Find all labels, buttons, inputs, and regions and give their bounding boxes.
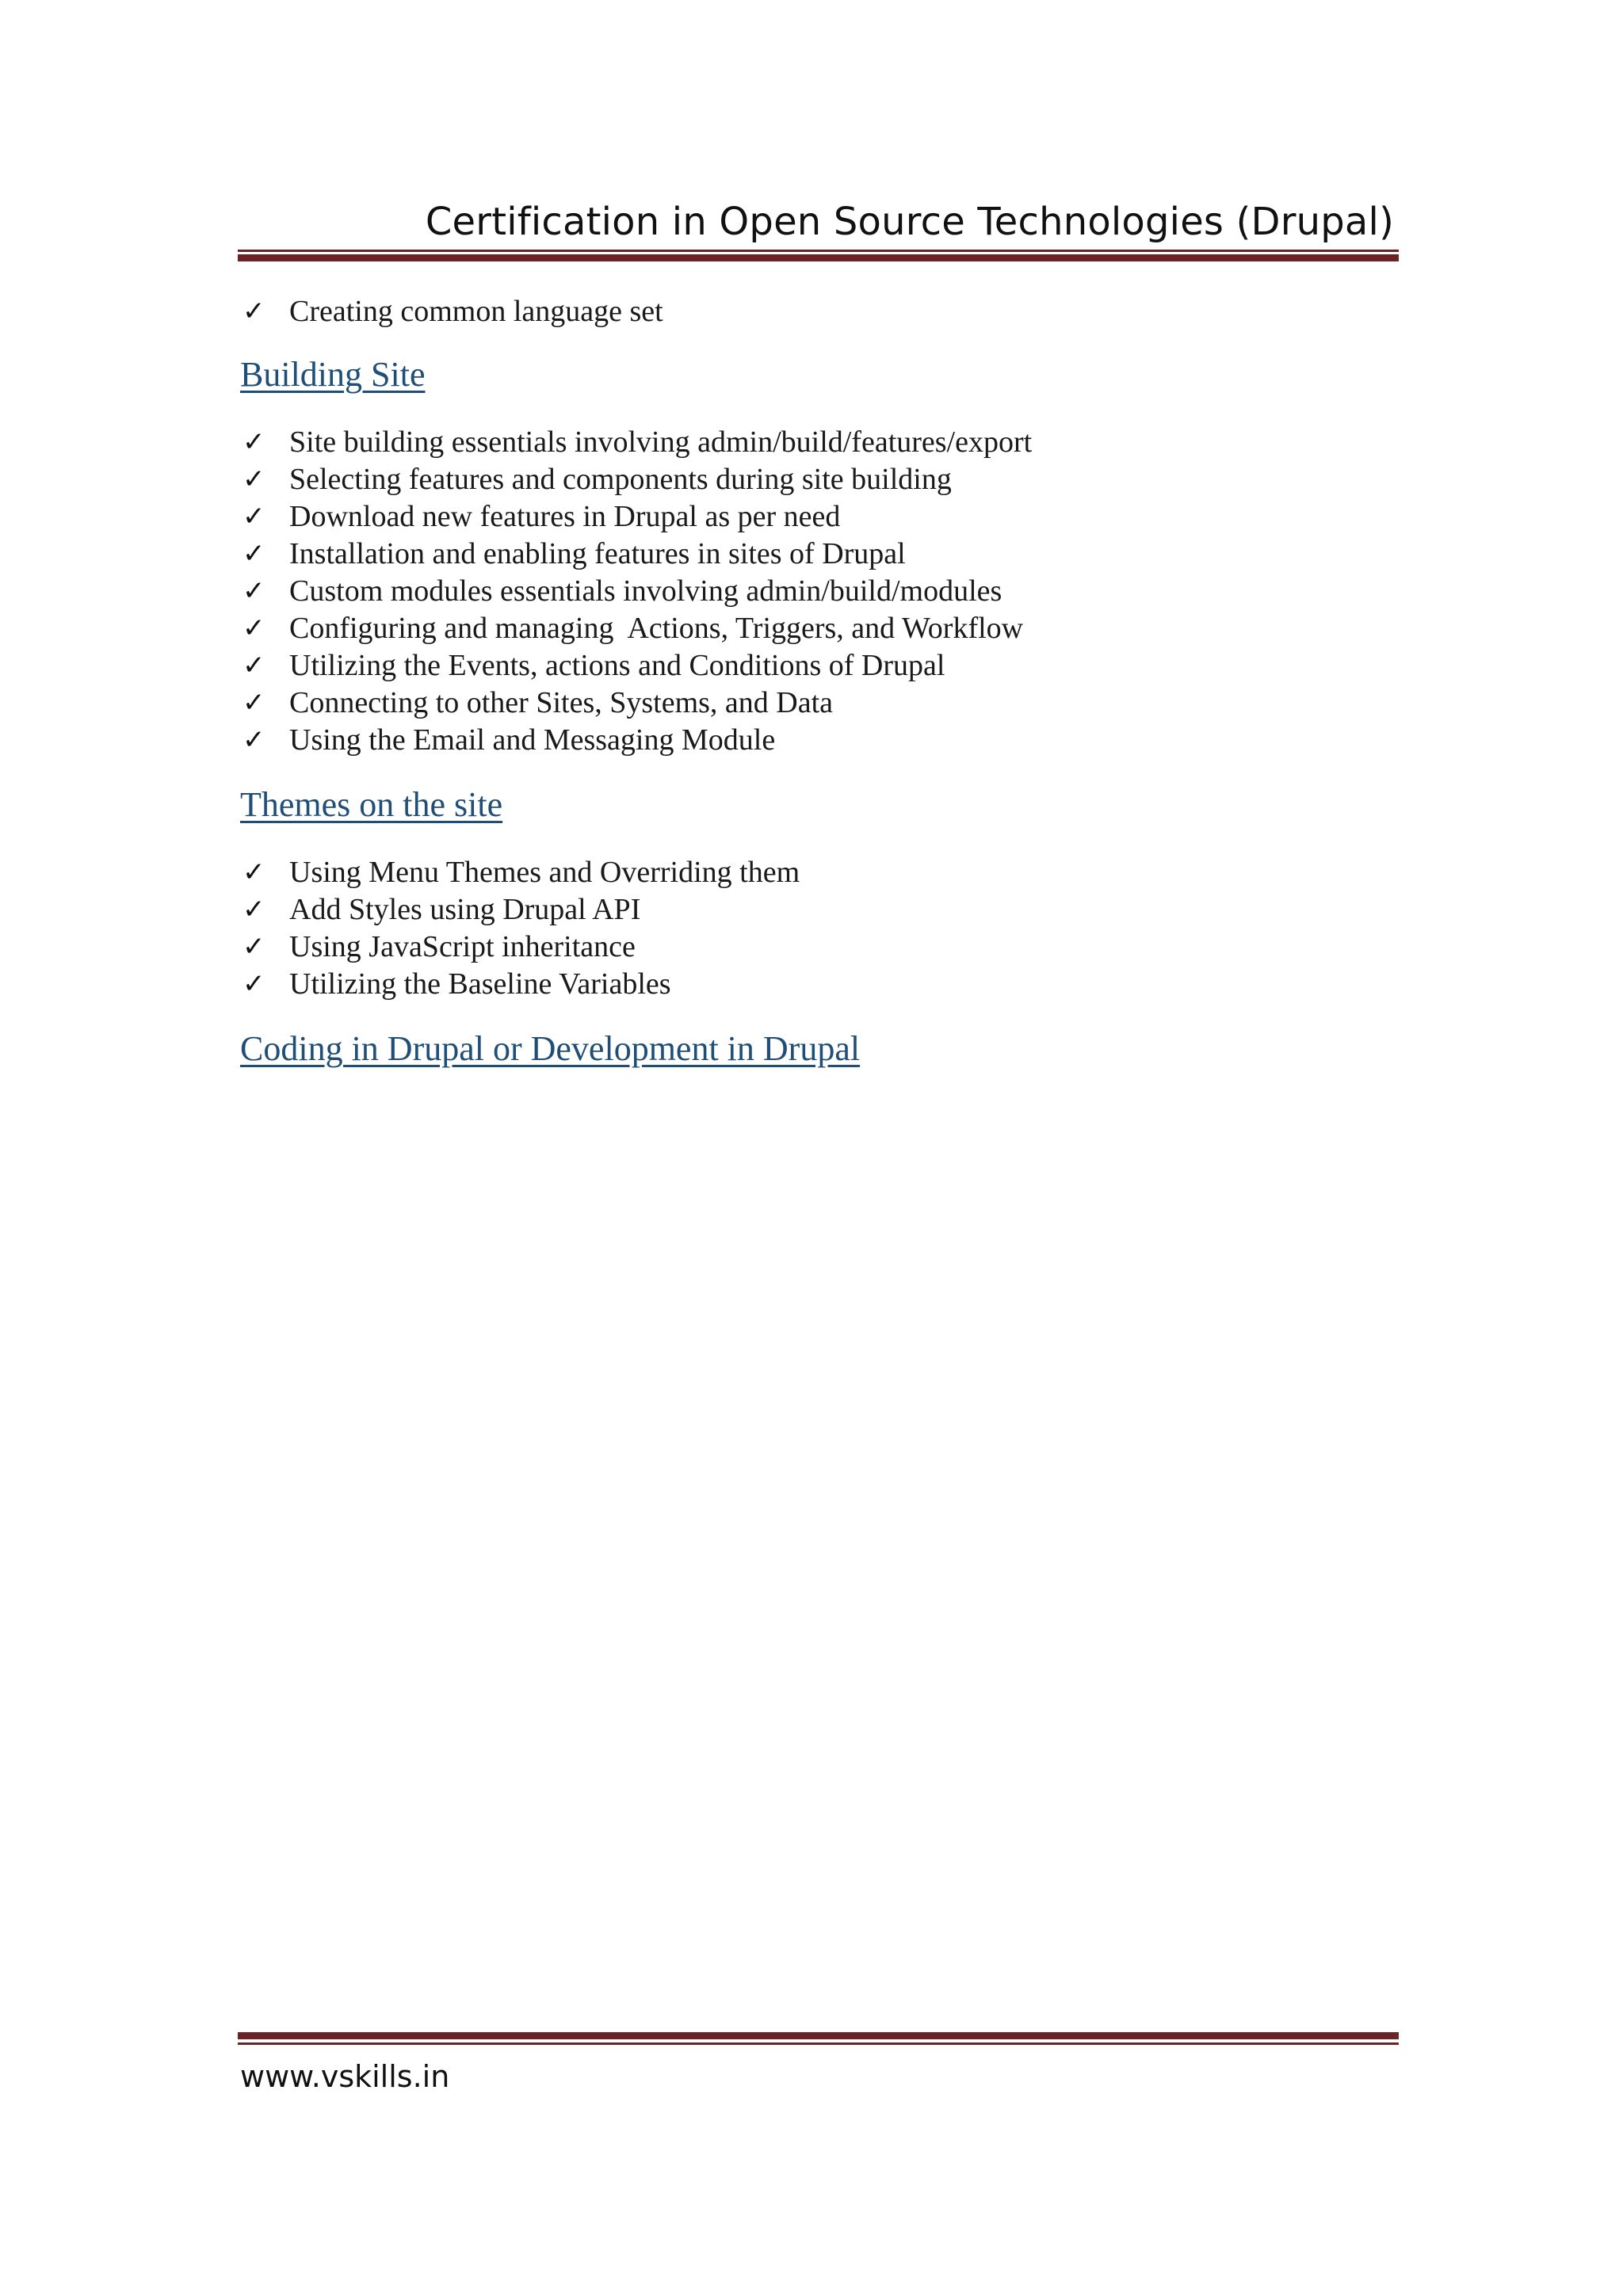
- list-item-text: Using Menu Themes and Overriding them: [289, 856, 800, 889]
- list-item: [240, 610, 1397, 647]
- list-item: [240, 461, 1397, 498]
- footer-rule-thick: [238, 2032, 1399, 2039]
- list-item-text: Configuring and managing Actions, Triggers, and Workflow: [289, 612, 1024, 645]
- list-item-text: Using JavaScript inheritance: [289, 930, 636, 963]
- footer-rule-thin: [238, 2042, 1399, 2045]
- list-item: [240, 536, 1397, 573]
- check-icon: ✓: [242, 894, 265, 925]
- list-item-text: Utilizing the Baseline Variables: [289, 967, 671, 1001]
- list-item: [240, 293, 1397, 330]
- check-icon: ✓: [242, 426, 265, 458]
- section-heading-building-site: Building Site: [240, 355, 426, 394]
- list-item-text: Utilizing the Events, actions and Conditions of Drupal: [289, 649, 945, 682]
- section-heading-coding: Coding in Drupal or Development in Drupal: [240, 1029, 861, 1068]
- header-title: Certification in Open Source Technologies (Drupal): [425, 200, 1394, 244]
- check-icon: ✓: [242, 463, 265, 495]
- list-item: [240, 498, 1397, 536]
- list-item-text: Creating common language set: [289, 295, 663, 328]
- themes-list: [240, 854, 1397, 1003]
- list-item: [240, 854, 1397, 891]
- list-item: [240, 424, 1397, 461]
- check-icon: ✓: [242, 575, 265, 607]
- list-item-text: Selecting features and components during site building: [289, 463, 952, 496]
- list-item-text: Custom modules essentials involving admin/build/modules: [289, 574, 1002, 608]
- list-item: [240, 722, 1397, 759]
- check-icon: ✓: [242, 931, 265, 963]
- footer-url: www.vskills.in: [240, 2059, 450, 2094]
- list-item-text: Add Styles using Drupal API: [289, 893, 641, 926]
- list-item: [240, 966, 1397, 1003]
- intro-list: [240, 293, 1397, 330]
- check-icon: ✓: [242, 724, 265, 756]
- section-heading-themes: Themes on the site: [240, 785, 503, 824]
- header-rule-thick: [238, 254, 1399, 261]
- page-content: [240, 293, 1397, 1071]
- list-item-text: Download new features in Drupal as per need: [289, 500, 841, 533]
- page-header: [238, 190, 1399, 261]
- building-site-list: [240, 424, 1397, 759]
- list-item: [240, 573, 1397, 610]
- check-icon: ✓: [242, 538, 265, 570]
- list-item-text: Site building essentials involving admin/build/features/export: [289, 425, 1033, 459]
- check-icon: ✓: [242, 687, 265, 719]
- check-icon: ✓: [242, 612, 265, 644]
- check-icon: ✓: [242, 856, 265, 888]
- check-icon: ✓: [242, 501, 265, 532]
- check-icon: ✓: [242, 650, 265, 681]
- list-item: [240, 891, 1397, 929]
- list-item-text: Connecting to other Sites, Systems, and Data: [289, 686, 834, 719]
- list-item: [240, 929, 1397, 966]
- list-item: [240, 685, 1397, 722]
- list-item-text: Using the Email and Messaging Module: [289, 723, 776, 757]
- check-icon: ✓: [242, 296, 265, 327]
- check-icon: ✓: [242, 968, 265, 1000]
- list-item: [240, 647, 1397, 685]
- list-item-text: Installation and enabling features in sites of Drupal: [289, 537, 906, 570]
- header-rule-thin: [238, 250, 1399, 252]
